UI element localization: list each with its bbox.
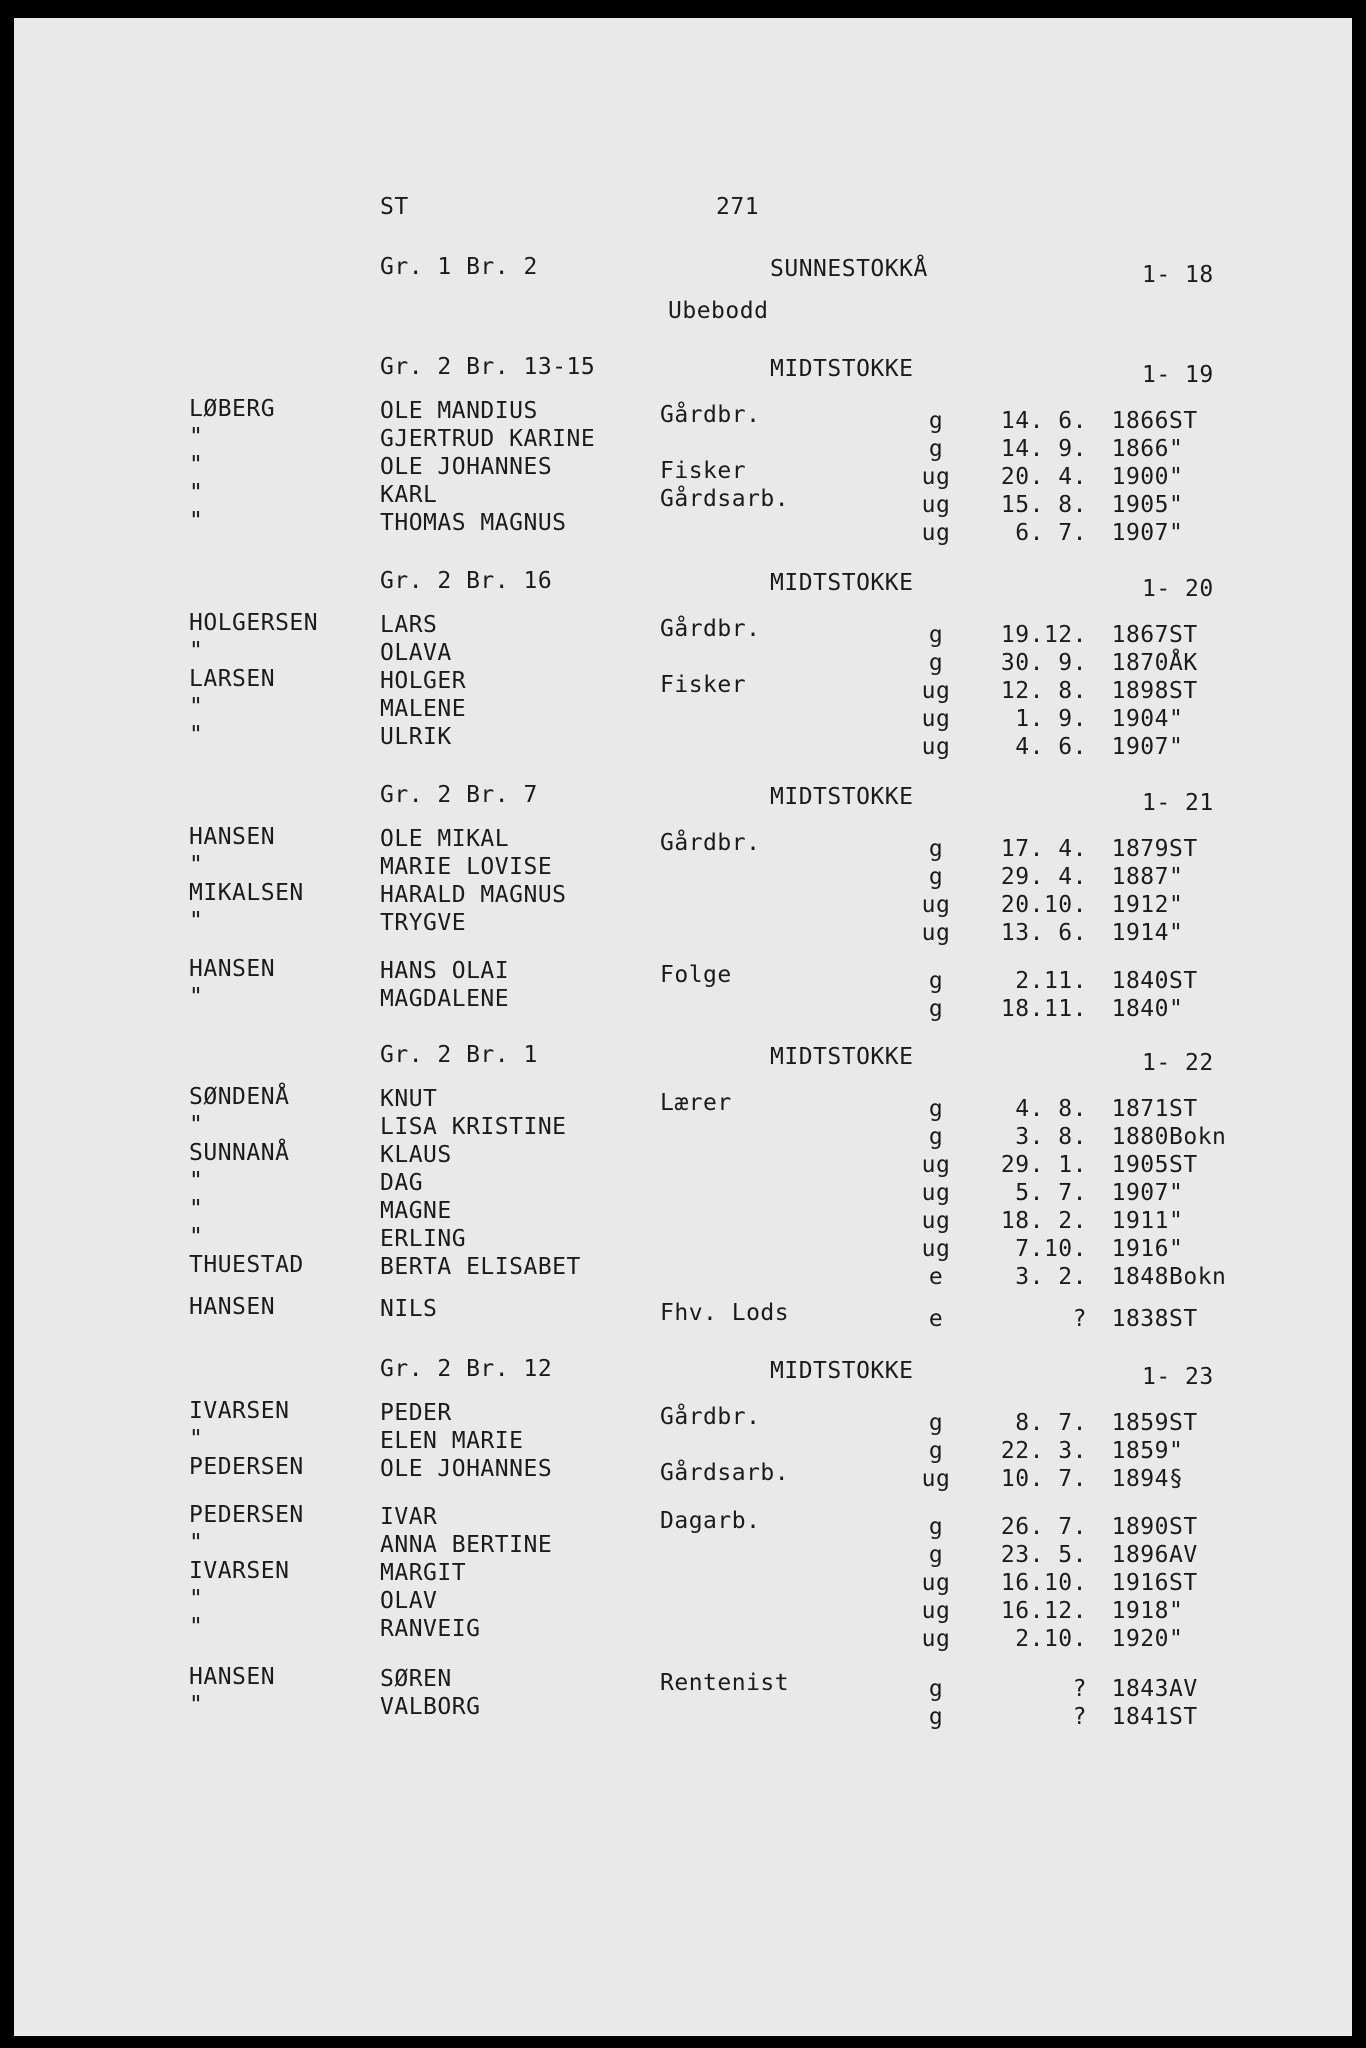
row-marital-status: ug	[921, 1570, 951, 1596]
row-birth-date: 16.12.	[1000, 1598, 1087, 1624]
row-birthplace: "	[1169, 492, 1184, 518]
row-given-names: MARIE LOVISE	[380, 854, 553, 880]
row-birth-date: ?	[1072, 1676, 1087, 1702]
row-marital-status: g	[928, 968, 944, 994]
row-occupation: Gårdsarb.	[660, 486, 790, 512]
row-surname: "	[189, 638, 204, 664]
row-birth-date: 17. 4.	[1000, 836, 1087, 862]
row-occupation: Rentenist	[660, 1670, 790, 1696]
row-surname: "	[189, 1196, 204, 1222]
row-marital-status: ug	[921, 1180, 951, 1206]
row-marital-status: ug	[921, 1598, 951, 1624]
row-marital-status: g	[928, 996, 944, 1022]
row-birth-date: ?	[1072, 1306, 1087, 1332]
row-birthplace: AV	[1169, 1542, 1198, 1568]
row-birth-date: 20.10.	[1000, 892, 1087, 918]
row-birth-date: 3. 8.	[1015, 1124, 1087, 1150]
row-surname: PEDERSEN	[189, 1502, 304, 1528]
row-birth-date: 6. 7.	[1015, 520, 1087, 546]
row-birth-year: 1838	[1111, 1306, 1169, 1332]
row-occupation: Fisker	[660, 458, 747, 484]
row-marital-status: ug	[921, 892, 951, 918]
row-birth-date: 1. 9.	[1015, 706, 1087, 732]
row-marital-status: ug	[921, 920, 951, 946]
row-birth-year: 1896	[1111, 1542, 1169, 1568]
row-given-names: VALBORG	[380, 1694, 481, 1720]
row-given-names: OLAVA	[380, 640, 452, 666]
row-birth-year: 1848	[1111, 1264, 1169, 1290]
row-birth-date: 20. 4.	[1000, 464, 1087, 490]
row-marital-status: g	[928, 1676, 944, 1702]
row-occupation: Gårdbr.	[660, 402, 761, 428]
row-surname: "	[189, 722, 204, 748]
row-birth-date: 2.11.	[1015, 968, 1087, 994]
row-marital-status: g	[928, 408, 944, 434]
row-birth-date: 15. 8.	[1000, 492, 1087, 518]
row-given-names: OLE MANDIUS	[380, 398, 538, 424]
row-given-names: PEDER	[380, 1400, 452, 1426]
row-birthplace: ST	[1169, 1152, 1198, 1178]
row-surname: "	[189, 908, 204, 934]
page-code: ST	[380, 194, 409, 220]
row-birthplace: "	[1169, 864, 1184, 890]
row-surname: MIKALSEN	[189, 880, 304, 906]
section-group: Gr. 2 Br. 12	[380, 1356, 553, 1382]
row-birthplace: "	[1169, 706, 1184, 732]
section-unit-number: 1- 21	[1142, 790, 1214, 816]
row-birthplace: "	[1169, 1236, 1184, 1262]
row-given-names: MAGDALENE	[380, 986, 510, 1012]
row-given-names: OLAV	[380, 1588, 438, 1614]
row-surname: HANSEN	[189, 1294, 276, 1320]
row-surname: "	[189, 1614, 204, 1640]
section-unit-number: 1- 22	[1142, 1050, 1214, 1076]
row-surname: HANSEN	[189, 1664, 276, 1690]
section-farm-name: SUNNESTOKKÅ	[770, 256, 928, 282]
row-birth-date: 22. 3.	[1000, 1438, 1087, 1464]
row-birth-year: 1870	[1111, 650, 1169, 676]
row-birthplace: ST	[1169, 1410, 1198, 1436]
row-birth-year: 1871	[1111, 1096, 1169, 1122]
row-birth-year: 1887	[1111, 864, 1169, 890]
row-birth-date: 29. 4.	[1000, 864, 1087, 890]
row-surname: SUNNANÅ	[189, 1140, 290, 1166]
row-birth-date: 19.12.	[1000, 622, 1087, 648]
row-birthplace: ST	[1169, 1306, 1198, 1332]
row-given-names: DAG	[380, 1170, 424, 1196]
row-marital-status: ug	[921, 734, 951, 760]
row-birth-year: 1905	[1111, 1152, 1169, 1178]
row-occupation: Gårdbr.	[660, 830, 761, 856]
row-given-names: KARL	[380, 482, 438, 508]
row-birthplace: ST	[1169, 1514, 1198, 1540]
row-given-names: ULRIK	[380, 724, 452, 750]
row-occupation: Gårdbr.	[660, 616, 761, 642]
row-marital-status: g	[928, 1096, 944, 1122]
section-group: Gr. 2 Br. 1	[380, 1042, 538, 1068]
row-birthplace: ÅK	[1169, 650, 1198, 676]
row-birthplace: §	[1169, 1466, 1184, 1492]
row-occupation: Folge	[660, 962, 732, 988]
row-marital-status: g	[928, 1410, 944, 1436]
row-given-names: HANS OLAI	[380, 958, 510, 984]
row-birthplace: "	[1169, 1208, 1184, 1234]
row-birthplace: Bokn	[1169, 1264, 1227, 1290]
section-note: Ubebodd	[668, 298, 769, 324]
row-birthplace: "	[1169, 734, 1184, 760]
row-given-names: RANVEIG	[380, 1616, 481, 1642]
row-marital-status: ug	[921, 706, 951, 732]
row-marital-status: ug	[921, 520, 951, 546]
row-given-names: OLE JOHANNES	[380, 1456, 553, 1482]
row-birth-date: 12. 8.	[1000, 678, 1087, 704]
row-given-names: MALENE	[380, 696, 467, 722]
row-given-names: KLAUS	[380, 1142, 452, 1168]
row-birthplace: "	[1169, 892, 1184, 918]
row-surname: "	[189, 424, 204, 450]
row-marital-status: e	[928, 1306, 944, 1332]
row-birthplace: Bokn	[1169, 1124, 1227, 1150]
section-group: Gr. 1 Br. 2	[380, 254, 538, 280]
row-occupation: Dagarb.	[660, 1508, 761, 1534]
row-marital-status: ug	[921, 1466, 951, 1492]
row-birth-year: 1890	[1111, 1514, 1169, 1540]
row-birth-year: 1900	[1111, 464, 1169, 490]
row-surname: "	[189, 452, 204, 478]
row-birthplace: "	[1169, 1438, 1184, 1464]
row-birth-date: 30. 9.	[1000, 650, 1087, 676]
row-birth-year: 1912	[1111, 892, 1169, 918]
row-birth-year: 1879	[1111, 836, 1169, 862]
row-birth-year: 1859	[1111, 1438, 1169, 1464]
row-surname: "	[189, 480, 204, 506]
row-birth-date: ?	[1072, 1704, 1087, 1730]
row-surname: HANSEN	[189, 956, 276, 982]
row-birth-year: 1904	[1111, 706, 1169, 732]
row-surname: IVARSEN	[189, 1398, 290, 1424]
row-surname: THUESTAD	[189, 1252, 304, 1278]
row-birthplace: "	[1169, 996, 1184, 1022]
row-birth-year: 1867	[1111, 622, 1169, 648]
row-birth-date: 3. 2.	[1015, 1264, 1087, 1290]
row-marital-status: e	[928, 1264, 944, 1290]
row-marital-status: ug	[921, 492, 951, 518]
row-surname: LARSEN	[189, 666, 276, 692]
row-marital-status: ug	[921, 1152, 951, 1178]
row-marital-status: g	[928, 1514, 944, 1540]
row-birth-year: 1907	[1111, 1180, 1169, 1206]
section-farm-name: MIDTSTOKKE	[770, 570, 914, 596]
row-marital-status: ug	[921, 464, 951, 490]
row-birth-year: 1907	[1111, 520, 1169, 546]
row-birth-date: 23. 5.	[1000, 1542, 1087, 1568]
row-surname: "	[189, 1112, 204, 1138]
row-birthplace: "	[1169, 920, 1184, 946]
row-surname: LØBERG	[189, 396, 276, 422]
row-birth-year: 1859	[1111, 1410, 1169, 1436]
row-occupation: Lærer	[660, 1090, 732, 1116]
row-given-names: GJERTRUD KARINE	[380, 426, 596, 452]
row-given-names: THOMAS MAGNUS	[380, 510, 567, 536]
row-occupation: Fisker	[660, 672, 747, 698]
row-birth-date: 14. 6.	[1000, 408, 1087, 434]
row-birth-date: 4. 8.	[1015, 1096, 1087, 1122]
row-birthplace: ST	[1169, 1570, 1198, 1596]
row-occupation: Gårdsarb.	[660, 1460, 790, 1486]
section-farm-name: MIDTSTOKKE	[770, 1044, 914, 1070]
row-marital-status: g	[928, 864, 944, 890]
row-birth-year: 1880	[1111, 1124, 1169, 1150]
row-given-names: ANNA BERTINE	[380, 1532, 553, 1558]
row-marital-status: g	[928, 1438, 944, 1464]
row-marital-status: g	[928, 1542, 944, 1568]
row-birth-date: 13. 6.	[1000, 920, 1087, 946]
row-birth-year: 1866	[1111, 436, 1169, 462]
row-given-names: LARS	[380, 612, 438, 638]
row-birth-date: 8. 7.	[1015, 1410, 1087, 1436]
row-marital-status: ug	[921, 678, 951, 704]
row-birth-year: 1907	[1111, 734, 1169, 760]
row-surname: HANSEN	[189, 824, 276, 850]
row-marital-status: g	[928, 1124, 944, 1150]
row-surname: "	[189, 852, 204, 878]
row-surname: "	[189, 984, 204, 1010]
row-birthplace: "	[1169, 1626, 1184, 1652]
section-farm-name: MIDTSTOKKE	[770, 1358, 914, 1384]
row-birth-year: 1840	[1111, 996, 1169, 1022]
row-given-names: MARGIT	[380, 1560, 467, 1586]
section-unit-number: 1- 18	[1142, 262, 1214, 288]
row-birthplace: AV	[1169, 1676, 1198, 1702]
row-birth-date: 26. 7.	[1000, 1514, 1087, 1540]
row-given-names: BERTA ELISABET	[380, 1254, 581, 1280]
row-occupation: Fhv. Lods	[660, 1300, 790, 1326]
row-birth-year: 1914	[1111, 920, 1169, 946]
row-surname: "	[189, 694, 204, 720]
row-birth-date: 7.10.	[1015, 1236, 1087, 1262]
row-birth-date: 5. 7.	[1015, 1180, 1087, 1206]
row-birthplace: "	[1169, 436, 1184, 462]
row-birthplace: ST	[1169, 968, 1198, 994]
row-surname: "	[189, 1224, 204, 1250]
row-birthplace: "	[1169, 520, 1184, 546]
row-birth-year: 1920	[1111, 1626, 1169, 1652]
row-birthplace: "	[1169, 464, 1184, 490]
row-birthplace: ST	[1169, 1096, 1198, 1122]
row-birth-year: 1911	[1111, 1208, 1169, 1234]
section-unit-number: 1- 23	[1142, 1364, 1214, 1390]
row-birth-year: 1843	[1111, 1676, 1169, 1702]
row-birth-year: 1840	[1111, 968, 1169, 994]
row-surname: SØNDENÅ	[189, 1084, 290, 1110]
row-occupation: Gårdbr.	[660, 1404, 761, 1430]
section-unit-number: 1- 19	[1142, 362, 1214, 388]
row-birthplace: "	[1169, 1598, 1184, 1624]
row-birth-date: 10. 7.	[1000, 1466, 1087, 1492]
row-given-names: ERLING	[380, 1226, 467, 1252]
row-birth-date: 18. 2.	[1000, 1208, 1087, 1234]
row-birthplace: ST	[1169, 622, 1198, 648]
row-surname: PEDERSEN	[189, 1454, 304, 1480]
section-unit-number: 1- 20	[1142, 576, 1214, 602]
row-birth-year: 1918	[1111, 1598, 1169, 1624]
row-birth-year: 1841	[1111, 1704, 1169, 1730]
row-birthplace: "	[1169, 1180, 1184, 1206]
section-group: Gr. 2 Br. 13-15	[380, 354, 596, 380]
row-surname: "	[189, 1168, 204, 1194]
row-given-names: ELEN MARIE	[380, 1428, 524, 1454]
row-birth-date: 14. 9.	[1000, 436, 1087, 462]
row-birthplace: ST	[1169, 678, 1198, 704]
row-given-names: NILS	[380, 1296, 438, 1322]
section-group: Gr. 2 Br. 16	[380, 568, 553, 594]
row-given-names: TRYGVE	[380, 910, 467, 936]
row-birth-date: 4. 6.	[1015, 734, 1087, 760]
section-farm-name: MIDTSTOKKE	[770, 356, 914, 382]
row-birth-year: 1916	[1111, 1236, 1169, 1262]
row-marital-status: g	[928, 1704, 944, 1730]
row-marital-status: g	[928, 436, 944, 462]
row-birth-year: 1866	[1111, 408, 1169, 434]
row-marital-status: g	[928, 650, 944, 676]
row-birth-year: 1916	[1111, 1570, 1169, 1596]
row-surname: IVARSEN	[189, 1558, 290, 1584]
row-surname: "	[189, 1530, 204, 1556]
section-group: Gr. 2 Br. 7	[380, 782, 538, 808]
row-given-names: MAGNE	[380, 1198, 452, 1224]
row-surname: "	[189, 1586, 204, 1612]
row-birthplace: ST	[1169, 408, 1198, 434]
document-page	[14, 18, 1352, 2036]
section-farm-name: MIDTSTOKKE	[770, 784, 914, 810]
row-given-names: LISA KRISTINE	[380, 1114, 567, 1140]
row-surname: HOLGERSEN	[189, 610, 319, 636]
row-birthplace: ST	[1169, 836, 1198, 862]
row-given-names: OLE MIKAL	[380, 826, 510, 852]
row-marital-status: ug	[921, 1208, 951, 1234]
row-surname: "	[189, 508, 204, 534]
page-number: 271	[716, 194, 760, 220]
row-given-names: KNUT	[380, 1086, 438, 1112]
row-given-names: IVAR	[380, 1504, 438, 1530]
row-marital-status: g	[928, 836, 944, 862]
row-birth-year: 1894	[1111, 1466, 1169, 1492]
row-marital-status: ug	[921, 1626, 951, 1652]
row-surname: "	[189, 1692, 204, 1718]
row-birth-date: 29. 1.	[1000, 1152, 1087, 1178]
row-given-names: HARALD MAGNUS	[380, 882, 567, 908]
row-given-names: HOLGER	[380, 668, 467, 694]
row-surname: "	[189, 1426, 204, 1452]
row-birthplace: ST	[1169, 1704, 1198, 1730]
row-birth-date: 16.10.	[1000, 1570, 1087, 1596]
row-marital-status: g	[928, 622, 944, 648]
row-birth-year: 1905	[1111, 492, 1169, 518]
row-birth-date: 18.11.	[1000, 996, 1087, 1022]
row-birth-year: 1898	[1111, 678, 1169, 704]
row-marital-status: ug	[921, 1236, 951, 1262]
row-given-names: OLE JOHANNES	[380, 454, 553, 480]
row-birth-date: 2.10.	[1015, 1626, 1087, 1652]
row-given-names: SØREN	[380, 1666, 452, 1692]
